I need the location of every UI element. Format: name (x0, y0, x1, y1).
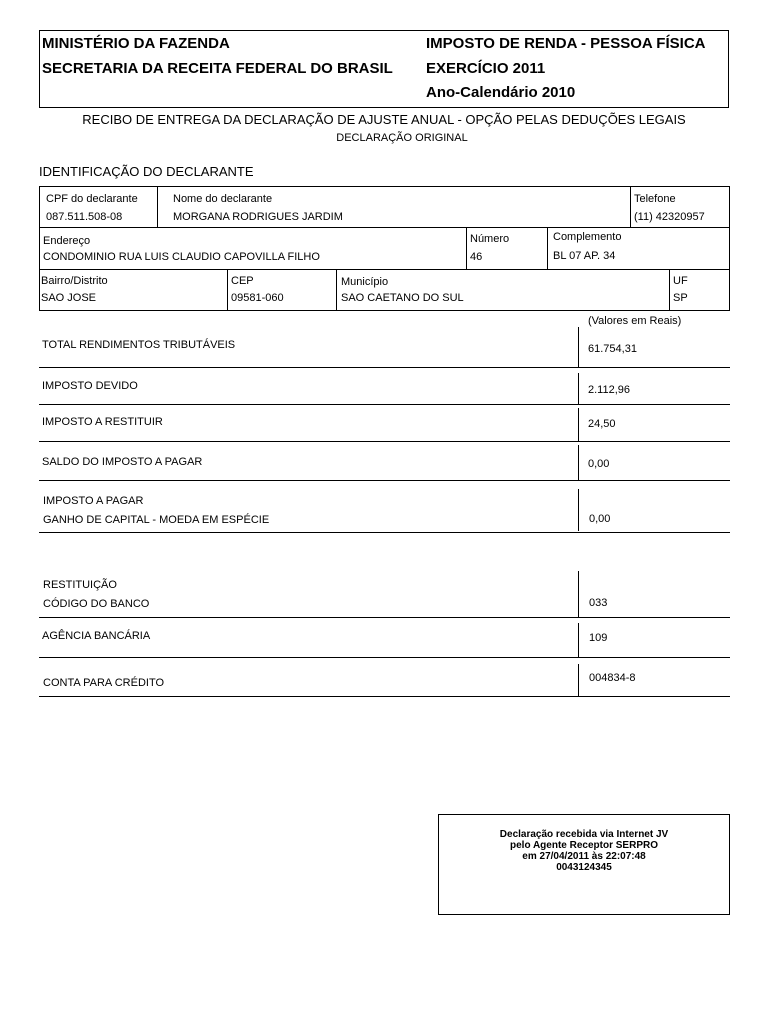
number-value: 46 (470, 251, 483, 263)
divider (39, 480, 730, 481)
secretariat-name: SECRETARIA DA RECEITA FEDERAL DO BRASIL (42, 60, 393, 77)
name-label: Nome do declarante (173, 193, 273, 205)
district-label: Bairro/Distrito (41, 275, 108, 287)
refund-divider (578, 664, 579, 696)
capital-gain-label: IMPOSTO A PAGAR (43, 495, 144, 507)
address-label: Endereço (43, 235, 91, 247)
receipt-line-4: 0043124345 (556, 862, 612, 873)
total-income-label: TOTAL RENDIMENTOS TRIBUTÁVEIS (42, 339, 236, 351)
refund-title: RESTITUIÇÃO (43, 579, 117, 591)
number-label: Número (470, 233, 510, 245)
receipt-line-2: pelo Agente Receptor SERPRO (510, 840, 658, 851)
divider (39, 617, 730, 618)
receipt-stamp (438, 814, 730, 915)
summary-divider (578, 327, 579, 367)
city-value: SAO CAETANO DO SUL (341, 292, 464, 304)
city-label: Município (341, 276, 389, 288)
divider (39, 532, 730, 533)
divider (39, 657, 730, 658)
bank-code-value: 033 (589, 597, 608, 609)
cep-label: CEP (231, 275, 254, 287)
tax-balance-label: SALDO DO IMPOSTO A PAGAR (42, 456, 203, 468)
district-value: SAO JOSE (41, 292, 97, 304)
tax-due-label: IMPOSTO DEVIDO (42, 380, 138, 392)
summary-divider (578, 373, 579, 404)
capital-gain-value: 0,00 (589, 513, 611, 525)
tax-due-value: 2.112,96 (588, 384, 631, 396)
phone-label: Telefone (634, 193, 676, 205)
total-income-value: 61.754,31 (588, 343, 637, 355)
receipt-line-1: Declaração recebida via Internet JV (499, 829, 669, 840)
receipt-line-3: em 27/04/2011 às 22:07:48 (522, 851, 646, 862)
section-title: IDENTIFICAÇÃO DO DECLARANTE (39, 164, 254, 179)
summary-divider (578, 408, 579, 441)
tax-refund-label: IMPOSTO A RESTITUIR (42, 416, 163, 428)
refund-divider (578, 571, 579, 617)
divider (39, 696, 730, 697)
phone-value: (11) 42320957 (634, 211, 705, 223)
refund-divider (578, 623, 579, 657)
divider (39, 367, 730, 368)
cpf-label: CPF do declarante (46, 193, 138, 205)
uf-label: UF (673, 275, 688, 287)
calendar-year: Ano-Calendário 2010 (426, 84, 576, 101)
cpf-value: 087.511.508-08 (46, 211, 123, 223)
document-title: RECIBO DE ENTREGA DA DECLARAÇÃO DE AJUSTE ANUAL - OPÇÃO PELAS DEDUÇÕES LEGAIS (82, 112, 686, 127)
identification-table (39, 186, 730, 311)
account-label: CONTA PARA CRÉDITO (43, 677, 165, 689)
divider (39, 404, 730, 405)
exercise-year: EXERCÍCIO 2011 (426, 60, 546, 77)
ministry-name: MINISTÉRIO DA FAZENDA (42, 35, 230, 52)
summary-divider (578, 489, 579, 531)
complement-value: BL 07 AP. 34 (553, 250, 616, 262)
summary-divider (578, 445, 579, 480)
agency-value: 109 (589, 632, 608, 644)
capital-gain-sublabel: GANHO DE CAPITAL - MOEDA EM ESPÉCIE (43, 514, 270, 526)
document-subtitle: DECLARAÇÃO ORIGINAL (336, 132, 468, 144)
address-value: CONDOMINIO RUA LUIS CLAUDIO CAPOVILLA FILHO (43, 251, 320, 263)
tax-refund-value: 24,50 (588, 418, 616, 430)
header-box (39, 30, 729, 108)
tax-balance-value: 0,00 (588, 458, 610, 470)
name-value: MORGANA RODRIGUES JARDIM (173, 211, 343, 223)
account-value: 004834-8 (589, 672, 636, 684)
bank-code-label: CÓDIGO DO BANCO (43, 598, 150, 610)
values-note: (Valores em Reais) (588, 315, 682, 327)
complement-label: Complemento (553, 231, 622, 243)
cep-value: 09581-060 (231, 292, 284, 304)
agency-label: AGÊNCIA BANCÁRIA (42, 630, 151, 642)
divider (39, 441, 730, 442)
uf-value: SP (673, 292, 688, 304)
tax-type: IMPOSTO DE RENDA - PESSOA FÍSICA (426, 35, 706, 52)
